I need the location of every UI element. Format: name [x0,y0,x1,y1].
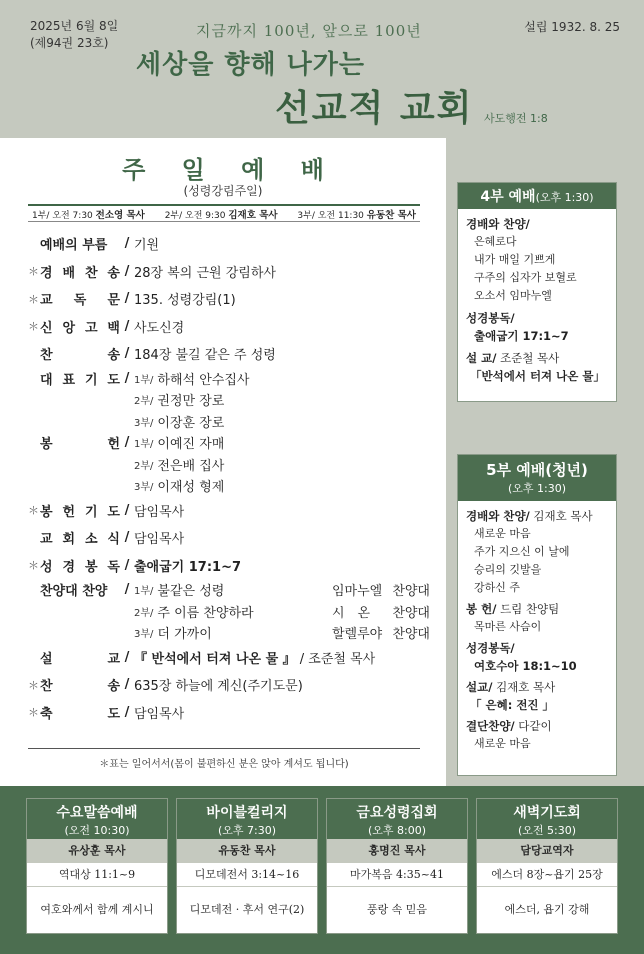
order-row-creed: ＊ 신 앙 고 백 / 사도신경 [28,313,438,341]
order-row-call: 예배의 부름 / 기원 [28,230,438,258]
order-row-prayer-2: 2부/ 권정만 장로 [28,389,438,411]
issue-info [30,18,118,52]
song-item: 새로운 마음 [474,527,531,540]
service5-box [457,454,617,776]
order-row-hymn: ＊ 경 배 찬 송 / 28장 복의 근원 강림하사 [28,258,438,286]
standing-note: ＊표는 일어서서(몸이 불편하신 분은 앉아 계셔도 됩니다) [28,748,420,770]
established-date: 설립 1932. 8. 25 [524,20,620,34]
order-value: 135. 성령강림(1) [134,293,236,309]
service-title: 주 일 예 배 [122,156,338,184]
order-label: 예배의 부름 [40,238,108,254]
order-value: 하해석 안수집사 [157,372,250,388]
song-item: 주가 지으신 이 날에 [474,545,570,558]
order-label: 찬 송 [40,348,120,364]
card-title: 새벽기도회 [513,805,581,821]
order-value: 담임목사 [134,532,185,548]
order-row-offering-prayer: ＊ 봉 헌 기 도 / 담임목사 [28,497,438,525]
order-row-offering-3: 3부/ 이재성 형제 [28,475,438,497]
card-time: (오후 7:30) [217,824,277,837]
sunday-service-section [0,138,446,786]
card-theme: 디모데전 · 후서 연구(2) [189,903,305,916]
order-label: 교 회 소 식 [40,532,120,548]
tagline: 지금까지 100년, 앞으로 100년 [196,22,422,40]
card-verse: 역대상 11:1~9 [27,863,167,887]
service-time-1: 1부/ 오전 7:30 전소영 목사 [32,209,145,221]
song-item: 오소서 임마누엘 [474,289,552,302]
order-value: 사도신경 [134,320,185,336]
order-value: 주 이름 찬양하라 [157,605,254,621]
order-value: 더 가까이 [157,627,212,643]
order-value: 담임목사 [134,504,185,520]
scripture-label: 성경봉독/ [466,311,515,325]
card-bible-college [176,798,318,934]
card-leader: 유동찬 목사 [177,839,317,863]
order-label: 봉 헌 기 도 [40,504,120,520]
song-item: 구주의 십자가 보혈로 [474,271,577,284]
order-value: 담임목사 [134,706,185,722]
service-subtitle: (성령강림주일) [183,184,263,198]
order-label: 교 독 문 [40,293,120,309]
offering-song: 목마른 사슴이 [474,620,542,633]
praise-line: 경배와 찬양/ 김재호 목사 [466,509,593,523]
stand-marker: ＊ [28,265,39,279]
order-row-offering: 봉 헌 / 1부/ 이예진 자매 [40,435,225,453]
motto-verse: 사도행전 1:8 [484,112,548,125]
church-motto-line1: 세상을 향해 나가는 [136,50,366,80]
choir-name: 할렐루야 찬양대 [332,627,430,643]
order-value: 28장 복의 근원 강림하사 [134,265,276,281]
service5-time: (오후 1:30) [507,482,567,495]
order-value: 184장 불길 같은 주 성령 [134,348,276,364]
order-value: 기원 [134,238,160,254]
order-label: 축 도 [40,706,120,722]
card-title: 금요성령집회 [356,805,438,821]
card-wednesday [26,798,168,934]
praise-label: 경배와 찬양/ [466,217,530,231]
stand-marker: ＊ [28,504,39,518]
issue-date: 2025년 6월 8일 [30,19,119,33]
bulletin-header [0,0,644,138]
service4-time: (오후 1:30) [535,191,594,204]
service-time-3: 3부/ 오전 11:30 유동찬 목사 [297,209,416,221]
order-row-benediction: ＊ 축 도 / 담임목사 [28,699,438,727]
sermon-line: 설 교/ 조준철 목사 [466,351,560,365]
choir-name: 시 온 찬양대 [332,605,430,621]
order-row-prayer: 대 표 기 도 / 1부/ 하해석 안수집사 [40,370,250,388]
order-label: 경 배 찬 송 [40,265,120,281]
card-time: (오전 10:30) [64,824,130,837]
order-label: 대 표 기 도 [40,372,120,388]
sermon-title: 「반석에서 터져 나온 물」 [470,369,605,383]
order-value: 635장 하늘에 계신(주기도문) [134,679,303,695]
card-theme: 여호와께서 함께 계시니 [40,903,154,916]
order-label: 찬양대 찬양 [40,584,108,600]
scripture-label: 성경봉독/ [466,641,515,655]
card-verse: 에스더 8장~욥기 25장 [477,863,617,887]
card-time: (오후 8:00) [367,824,427,837]
order-label: 설 교 [40,651,120,667]
order-row-offering-2: 2부/ 전은배 집사 [28,454,438,476]
church-motto-line2: 선교적 교회 [275,87,474,129]
song-item: 강하신 주 [474,581,521,594]
order-row-choir-3: 3부/ 더 가까이 할렐루야 찬양대 [28,622,438,644]
order-value: 불같은 성령 [157,584,225,600]
scripture-value: 출애굽기 17:1~7 [474,329,569,343]
sermon-pastor: / 조준철 목사 [299,651,376,667]
closing-line: 결단찬양/ 다같이 [466,719,552,733]
stand-marker: ＊ [28,706,39,720]
card-dawn-prayer [476,798,618,934]
order-value: 전은배 집사 [157,458,225,474]
order-label: 봉 헌 [40,437,120,453]
card-title: 수요말씀예배 [56,805,138,821]
song-item: 내가 매일 기쁘게 [474,253,556,266]
service-times [28,204,420,222]
sermon-title: 『 반석에서 터져 나온 물 』 [134,651,296,667]
card-time: (오전 5:30) [517,824,577,837]
choir-name: 임마누엘 찬양대 [332,584,430,600]
card-theme: 에스더, 욥기 강해 [504,903,590,916]
offering-line: 봉 헌/ 드림 찬양팀 [466,602,560,616]
stand-marker: ＊ [28,678,39,692]
order-row-scripture: ＊ 성 경 봉 독 / 출애굽기 17:1~7 [28,552,438,580]
order-label: 신 앙 고 백 [40,320,120,336]
order-label: 찬 송 [40,679,120,695]
service-time-2: 2부/ 오전 9:30 김재호 목사 [164,209,278,221]
order-label: 성 경 봉 독 [40,559,120,575]
scripture-value: 여호수아 18:1~10 [474,659,577,673]
song-item: 은혜로다 [474,235,517,248]
sermon-title: 「 은혜: 전진 」 [470,698,555,712]
order-row-announcements: 교 회 소 식 / 담임목사 [28,524,438,552]
card-friday [326,798,468,934]
order-row-prayer-3: 3부/ 이장훈 장로 [28,411,438,433]
order-row-hymn2: ＊ 찬 송 / 635장 하늘에 계신(주기도문) [28,671,438,699]
service4-header [458,183,616,209]
stand-marker: ＊ [28,320,39,334]
order-value: 이장훈 장로 [157,415,225,431]
service5-header [458,455,616,501]
order-row-praise: 찬 송 / 184장 불길 같은 주 성령 [28,340,438,368]
issue-number: (제94권 23호) [30,36,109,50]
order-of-worship [28,230,438,726]
stand-marker: ＊ [28,292,39,306]
order-value: 이예진 자매 [157,437,225,453]
card-leader: 홍명진 목사 [327,839,467,863]
order-row-choir-2: 2부/ 주 이름 찬양하라 시 온 찬양대 [28,601,438,623]
card-leader: 담당교역자 [477,839,617,863]
order-row-responsive: ＊ 교 독 문 / 135. 성령강림(1) [28,285,438,313]
order-value: 출애굽기 17:1~7 [134,559,242,575]
stand-marker: ＊ [28,559,39,573]
card-verse: 마가복음 4:35~41 [327,863,467,887]
service5-title: 5부 예배(청년) [486,461,588,479]
card-theme: 풍랑 속 믿음 [366,903,428,916]
card-leader: 유상훈 목사 [27,839,167,863]
sermon-line: 설교/ 김재호 목사 [466,680,556,694]
service4-box [457,182,617,402]
card-title: 바이블컬리지 [206,805,288,821]
order-row-choir: 찬양대 찬양 / 1부/ 불같은 성령 임마누엘 찬양대 [40,582,430,600]
closing-song: 새로운 마음 [474,737,531,750]
card-verse: 디모데전서 3:14~16 [177,863,317,887]
service4-title: 4부 예배 [480,189,536,205]
order-value: 이재성 형제 [157,480,225,496]
order-row-sermon: 설 교 / 『 반석에서 터져 나온 물 』 / 조준철 목사 [40,649,376,667]
order-value: 권정만 장로 [157,394,225,410]
song-item: 승리의 깃발을 [474,563,542,576]
